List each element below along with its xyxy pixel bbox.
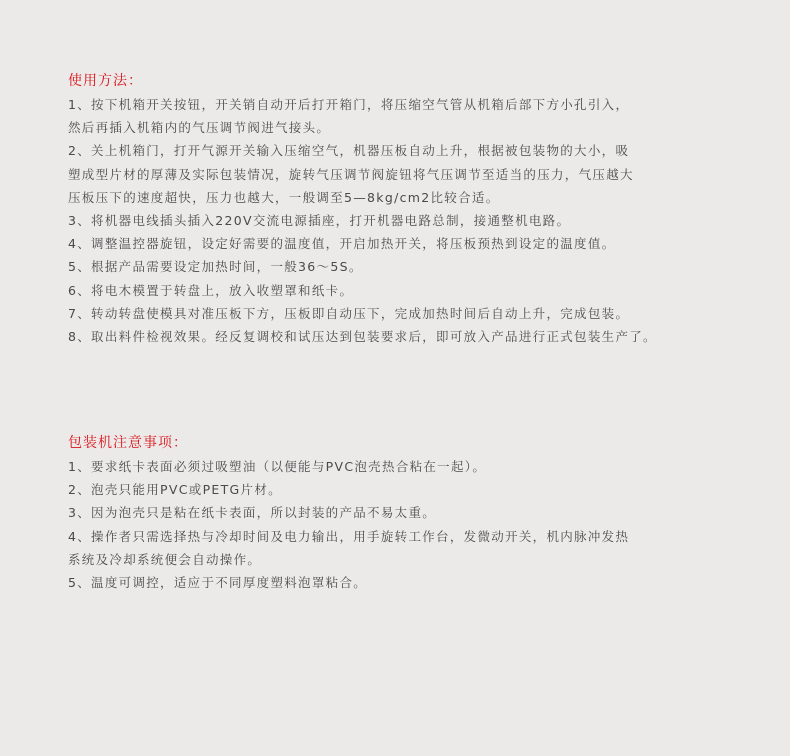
notes-section xyxy=(68,432,768,594)
note-line: 4、操作者只需选择热与冷却时间及电力输出，用手旋转工作台，发微动开关，机内脉冲发热 xyxy=(68,528,630,544)
note-line: 2、泡壳只能用PVC或PETG片材。 xyxy=(68,482,282,498)
usage-step-line: 5、根据产品需要设定加热时间，一般36～5S。 xyxy=(68,259,363,275)
usage-heading: 使用方法： xyxy=(68,73,143,89)
usage-step-line: 4、调整温控器旋钮，设定好需要的温度值，开启加热开关，将压板预热到设定的温度值。 xyxy=(68,236,616,252)
notes-heading: 包装机注意事项： xyxy=(68,435,188,451)
usage-step-line: 6、将电木模置于转盘上，放入收塑罩和纸卡。 xyxy=(68,282,354,298)
usage-step-line: 8、取出料件检视效果。经反复调校和试压达到包装要求后，即可放入产品进行正式包装生产了。 xyxy=(68,328,657,344)
usage-step-line: 1、按下机箱开关按钮，开关销自动开后打开箱门，将压缩空气管从机箱后部下方小孔引入， xyxy=(68,97,630,112)
usage-steps-list xyxy=(68,93,768,348)
notes-list xyxy=(68,455,768,594)
note-line: 系统及冷却系统便会自动操作。 xyxy=(68,551,262,567)
note-line: 1、要求纸卡表面必须过吸塑油（以便能与PVC泡壳热合粘在一起）。 xyxy=(68,459,487,474)
note-line: 3、因为泡壳只是粘在纸卡表面，所以封装的产品不易太重。 xyxy=(68,505,437,521)
usage-section xyxy=(68,70,768,348)
usage-step-line: 7、转动转盘使模具对准压板下方，压板即自动压下，完成加热时间后自动上升，完成包装。 xyxy=(68,305,630,321)
usage-step-line: 3、将机器电线插头插入220V交流电源插座，打开机器电路总制，接通整机电路。 xyxy=(68,212,571,228)
usage-step-line: 塑成型片材的厚薄及实际包装情况，旋转气压调节阀旋钮将气压调节至适当的压力，气压越大 xyxy=(68,166,634,182)
usage-step-line: 然后再插入机箱内的气压调节阀进气接头。 xyxy=(68,120,331,136)
note-line: 5、温度可调控，适应于不同厚度塑料泡罩粘合。 xyxy=(68,574,368,590)
usage-step-line: 2、关上机箱门，打开气源开关输入压缩空气，机器压板自动上升，根据被包装物的大小，吸 xyxy=(68,143,630,159)
usage-step-line: 压板压下的速度超快，压力也越大，一般调至5—8kg/cm2比较合适。 xyxy=(68,189,500,205)
